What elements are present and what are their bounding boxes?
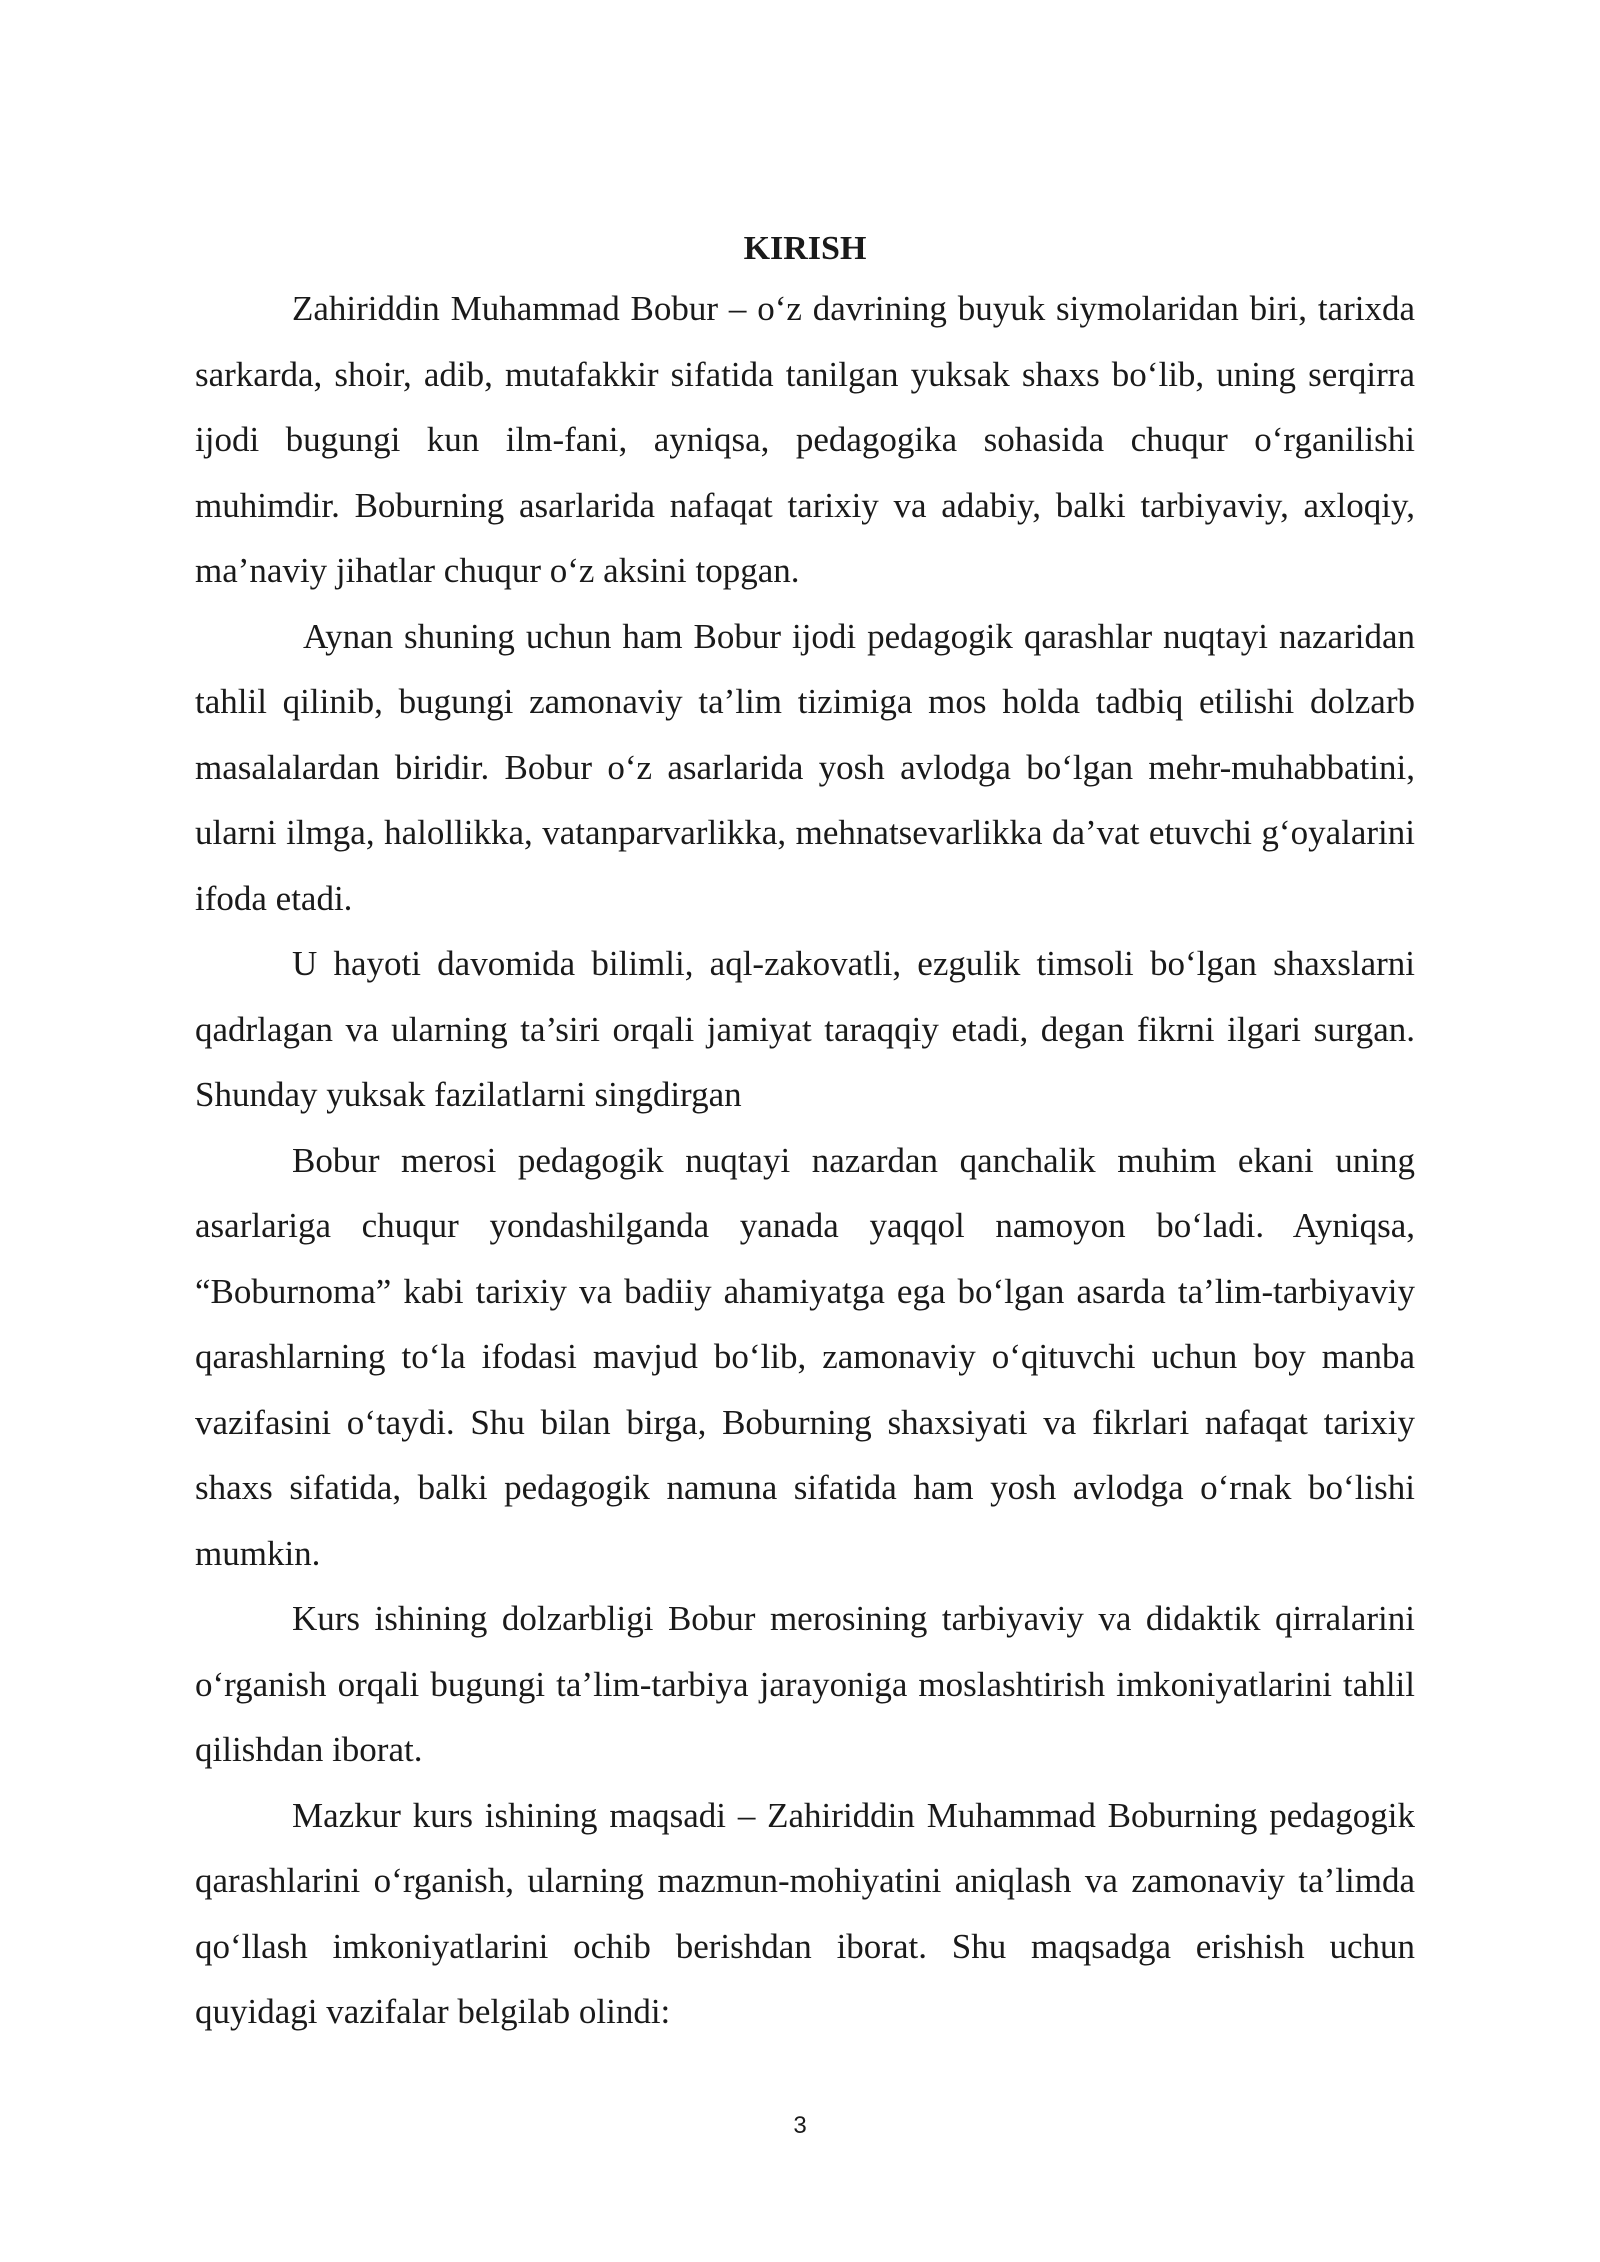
section-heading: KIRISH: [743, 230, 867, 267]
page-number: 3: [793, 2112, 807, 2139]
paragraph-3: U hayoti davomida bilimli, aql-zakovatli, ezgulik timsoli bo‘lgan shaxslarni qadrlagan va ularning ta’siri orqali jamiyat taraqqiy etadi, degan fikrni ilgari surgan. Shunday yuksak fazilatlarni singdirgan: [195, 944, 1415, 1114]
paragraph-1: Zahiriddin Muhammad Bobur – o‘z davrining buyuk siymolaridan biri, tarixda sarkarda, shoir, adib, mutafakkir sifatida tanilgan yuksak shaxs bo‘lib, uning serqirra ijodi bugungi kun ilm-fani, ayniqsa, pedagogika sohasida chuqur o‘rganilishi muhimdir. Boburning asarlarida nafaqat tarixiy va adabiy, balki tarbiyaviy, axloqiy, ma’naviy jihatlar chuqur o‘z aksini topgan.: [195, 289, 1415, 590]
paragraph-4: Bobur merosi pedagogik nuqtayi nazardan qanchalik muhim ekani uning asarlariga chuqur yondashilganda yanada yaqqol namoyon bo‘ladi. Ayniqsa, “Boburnoma” kabi tarixiy va badiiy ahamiyatga ega bo‘lgan asarda ta’lim-tarbiyaviy qarashlarning to‘la ifodasi mavjud bo‘lib, zamonaviy o‘qituvchi uchun boy manba vazifasini o‘taydi. Shu bilan birga, Boburning shaxsiyati va fikrlari nafaqat tarixiy shaxs sifatida, balki pedagogik namuna sifatida ham yosh avlodga o‘rnak bo‘lishi mumkin.: [195, 1140, 1415, 1573]
page-content: [195, 222, 1415, 2045]
paragraph-6: Mazkur kurs ishining maqsadi – Zahiriddin Muhammad Boburning pedagogik qarashlarini o‘rganish, ularning mazmun-mohiyatini aniqlash va zamonaviy ta’limda qo‘llash imkoniyatlarini ochib berishdan iborat. Shu maqsadga erishish uchun quyidagi vazifalar belgilab olindi:: [195, 1795, 1415, 2031]
paragraph-2: Aynan shuning uchun ham Bobur ijodi pedagogik qarashlar nuqtayi nazaridan tahlil qilinib, bugungi zamonaviy ta’lim tizimiga mos holda tadbiq etilishi dolzarb masalalardan biridir. Bobur o‘z asarlarida yosh avlodga bo‘lgan mehr-muhabbatini, ularni ilmga, halollikka, vatanparvarlikka, mehnatsevarlikka da’vat etuvchi g‘oyalarini ifoda etadi.: [195, 616, 1415, 918]
paragraph-5: Kurs ishining dolzarbligi Bobur merosining tarbiyaviy va didaktik qirralarini o‘rganish orqali bugungi ta’lim-tarbiya jarayoniga moslashtirish imkoniyatlarini tahlil qilishdan iborat.: [195, 1599, 1415, 1769]
